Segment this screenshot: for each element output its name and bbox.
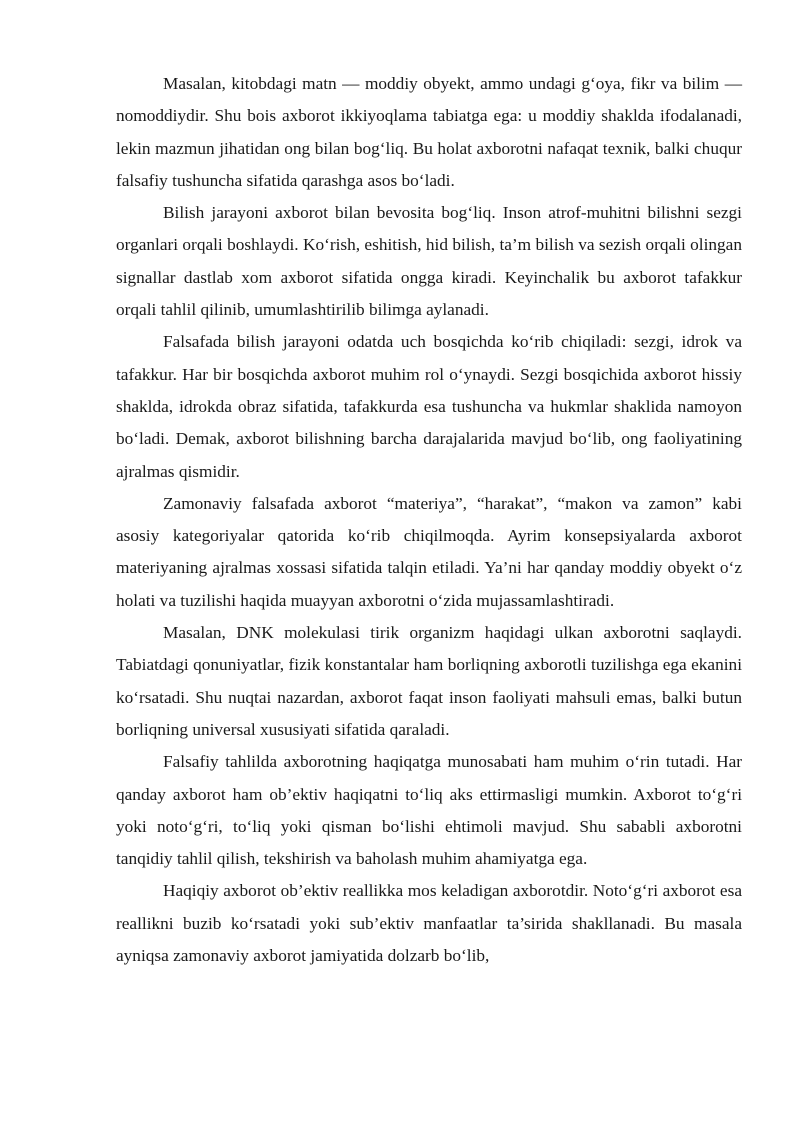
paragraph-2: Bilish jarayoni axborot bilan bevosita bog‘liq. Inson atrof-muhitni bilishni sezgi organlari orqali boshlaydi. Ko‘rish, eshitish, hid bilish, ta’m bilish va sezish orqali olingan signallar dastlab xom axborot sifatida ongga kiradi. Keyinchalik bu axborot tafakkur orqali tahlil qilinib, umumlashtirilib bilimga aylanadi. <box>116 203 742 320</box>
paragraph-4: Zamonaviy falsafada axborot “materiya”, “harakat”, “makon va zamon” kabi asosiy kategoriyalar qatorida ko‘rib chiqilmoqda. Ayrim konsepsiyalarda axborot materiyaning ajralmas xossasi sifatida talqin etiladi. Ya’ni har qanday moddiy obyekt o‘z holati va tuzilishi haqida muayyan axborotni o‘zida mujassamlashtiradi. <box>116 493 742 610</box>
paragraph-6: Falsafiy tahlilda axborotning haqiqatga munosabati ham muhim o‘rin tutadi. Har qanday axborot ham ob’ektiv haqiqatni to‘liq aks ettirmasligi mumkin. Axborot to‘g‘ri yoki noto‘g‘ri, to‘liq yoki qisman bo‘lishi ehtimoli mavjud. Shu sababli axborotni tanqidiy tahlil qilish, tekshirish va baholash muhim ahamiyatga ega. <box>116 752 742 869</box>
paragraph-5: Masalan, DNK molekulasi tirik organizm haqidagi ulkan axborotni saqlaydi. Tabiatdagi qonuniyatlar, fizik konstantalar ham borliqning axborotli tuzilishga ega ekanini ko‘rsatadi. Shu nuqtai nazardan, axborot faqat inson faoliyati mahsuli emas, balki butun borliqning universal xususiyati sifatida qaraladi. <box>116 623 742 739</box>
paragraph-3: Falsafada bilish jarayoni odatda uch bosqichda ko‘rib chiqiladi: sezgi, idrok va tafakkur. Har bir bosqichda axborot muhim rol o‘ynaydi. Sezgi bosqichida axborot hissiy shaklda, idrokda obraz sifatida, tafakkurda esa tushuncha va hukmlar shaklida namoyon bo‘ladi. Demak, axborot bilishning barcha darajalarida mavjud bo‘lib, ong faoliyatining ajralmas qismidir. <box>116 332 742 481</box>
document-page <box>116 68 742 972</box>
paragraph-1: Masalan, kitobdagi matn — moddiy obyekt, ammo undagi g‘oya, fikr va bilim — nomoddiydir. Shu bois axborot ikkiyoqlama tabiatga ega: u moddiy shaklda ifodalanadi, lekin mazmun jihatidan ong bilan bog‘liq. Bu holat axborotni nafaqat texnik, balki chuqur falsafiy tushuncha sifatida qarashga asos bo‘ladi. <box>116 74 742 190</box>
paragraph-7: Haqiqiy axborot ob’ektiv reallikka mos keladigan axborotdir. Noto‘g‘ri axborot esa reallikni buzib ko‘rsatadi yoki sub’ektiv manfaatlar ta’sirida shakllanadi. Bu masala ayniqsa zamonaviy axborot jamiyatida dolzarb bo‘lib, <box>116 881 742 966</box>
